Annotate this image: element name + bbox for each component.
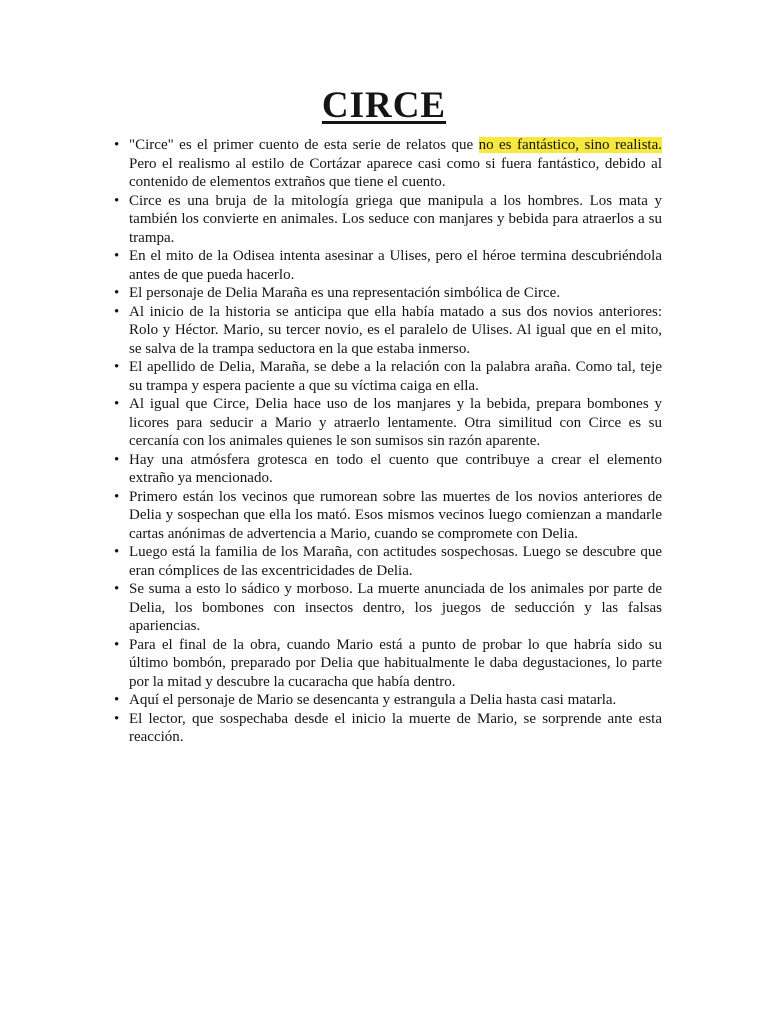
bullet-text: Primero están los vecinos que rumorean sobre las muertes de los novios anteriores de Delia y sospechan que ella los mató. Esos mismos vecinos luego comienzan a mandarle cartas anónimas de advertencia a Mario, cuando se compromete con Delia. [129,488,662,542]
bullet-text: Para el final de la obra, cuando Mario está a punto de probar lo que habría sido su último bombón, preparado por Delia que habitualmente le daba degustaciones, lo parte por la mitad y descubre la cucaracha que había dentro. [129,636,662,690]
bullet-text: Aquí el personaje de Mario se desencanta y estrangula a Delia hasta casi matarla. [129,692,617,708]
bullet-text: Al inicio de la historia se anticipa que ella había matado a sus dos novios anteriores: Rolo y Héctor. Mario, su tercer novio, es el paralelo de Ulises. Al igual que en el mito, se salva de la trampa seductora en la que estaba inmerso. [129,303,662,357]
list-item [129,580,662,636]
bullet-text: El lector, que sospechaba desde el inicio la muerte de Mario, se sorprende ante esta reacción. [129,710,662,745]
bullet-text: En el mito de la Odisea intenta asesinar a Ulises, pero el héroe termina descubriéndola antes de que pueda hacerlo. [129,248,662,283]
list-item [129,136,662,192]
document-title [0,0,768,128]
list-item [129,710,662,747]
bullet-text: Se suma a esto lo sádico y morboso. La muerte anunciada de los animales por parte de Delia, los bombones con insectos dentro, los juegos de seducción y las falsas apariencias. [129,581,662,634]
bullet-text: Circe es una bruja de la mitología griega que manipula a los hombres. Los mata y también los convierte en animales. Los seduce con manjares y bebida para atraerlos a su trampa. [129,192,662,246]
list-item [129,284,662,303]
highlighted-text: no es fantástico, sino realista. [478,137,662,153]
bullet-text: El apellido de Delia, Maraña, se debe a la relación con la palabra araña. Como tal, teje su trampa y espera paciente a que su víctima caiga en ella. [129,359,662,394]
bullet-text: El personaje de Delia Maraña es una representación simbólica de Circe. [129,285,561,301]
list-item [129,691,662,710]
bullet-text: Al igual que Circe, Delia hace uso de los manjares y la bebida, prepara bombones y licores para seducir a Mario y atraerlo lentamente. Otra similitud con Circe es su cercanía con los animales quienes le son sumisos sin razón aparente. [129,396,662,449]
list-item [129,543,662,580]
list-item [129,358,662,395]
bullet-text: Luego está la familia de los Maraña, con actitudes sospechosas. Luego se descubre que eran cómplices de las excentricidades de Delia. [129,544,662,579]
list-item [129,247,662,284]
bullet-text: Hay una atmósfera grotesca en todo el cuento que contribuye a crear el elemento extraño ya mencionado. [129,451,662,486]
list-item [129,488,662,544]
list-item [129,451,662,488]
list-item [129,303,662,359]
bullet-text: "Circe" es el primer cuento de esta serie de relatos que [129,137,479,153]
bullet-list [0,136,768,747]
list-item [129,192,662,248]
list-item [129,636,662,692]
list-item [129,395,662,451]
bullet-text: Pero el realismo al estilo de Cortázar aparece casi como si fuera fantástico, debido al contenido de elementos extraños que tiene el cuento. [129,155,662,190]
document-title-text: CIRCE [321,85,447,126]
